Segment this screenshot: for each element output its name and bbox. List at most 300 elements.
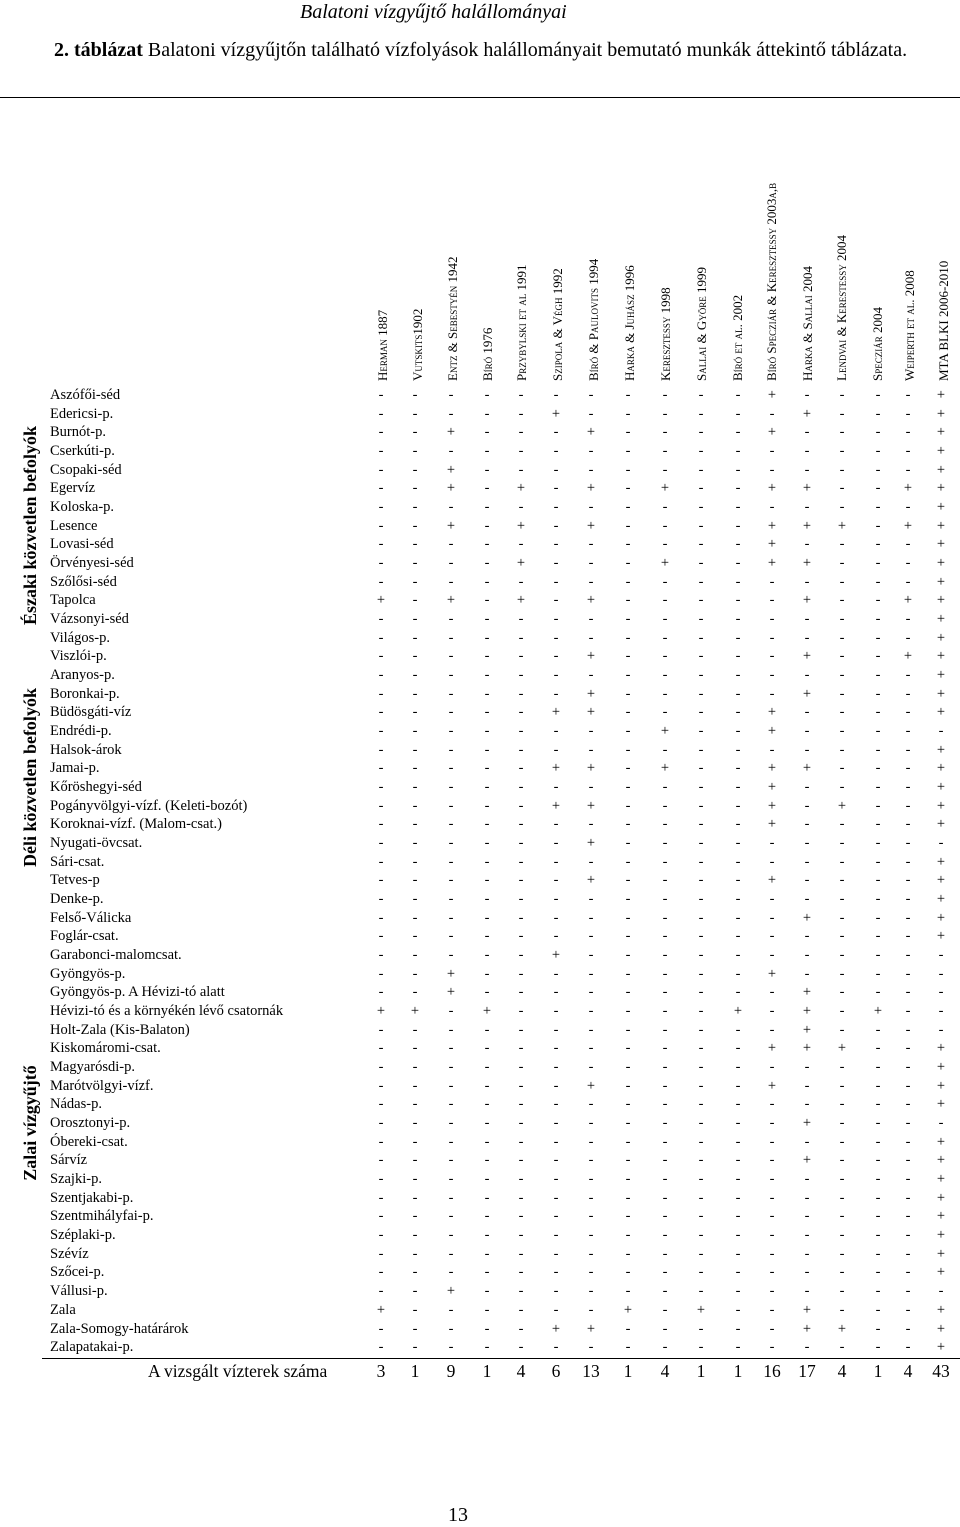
table-cell: - xyxy=(378,723,384,740)
table-cell: - xyxy=(553,387,559,403)
table-cell: + xyxy=(446,965,456,982)
table-cell: - xyxy=(588,667,594,684)
table-cell: - xyxy=(553,1059,559,1076)
table-cell: - xyxy=(412,1189,418,1206)
table-row xyxy=(0,685,960,704)
table-cell: - xyxy=(769,629,775,646)
table-cell: - xyxy=(735,573,741,590)
table-cell: - xyxy=(625,499,631,516)
table-cell: - xyxy=(553,461,559,478)
table-cell: - xyxy=(698,461,704,478)
table-cell: - xyxy=(484,1189,490,1206)
row-label: Magyarósdi-p. xyxy=(50,1059,135,1076)
table-cell: - xyxy=(875,723,881,740)
table-cell: - xyxy=(839,1133,845,1150)
total-cell: 17 xyxy=(798,1361,816,1381)
row-label: Csopaki-séd xyxy=(50,461,122,478)
table-cell: - xyxy=(553,1096,559,1113)
table-cell: - xyxy=(625,1189,631,1206)
table-cell: - xyxy=(839,984,845,1001)
table-cell: - xyxy=(412,1133,418,1150)
table-cell: - xyxy=(484,779,490,796)
table-cell: - xyxy=(588,741,594,758)
row-label: Szentjakabi-p. xyxy=(50,1189,134,1206)
table-cell: - xyxy=(769,1264,775,1281)
table-row xyxy=(0,610,960,629)
table-row xyxy=(0,853,960,872)
table-cell: - xyxy=(938,947,944,964)
table-cell: - xyxy=(625,648,631,665)
table-cell: - xyxy=(769,499,775,516)
table-cell: - xyxy=(378,405,384,422)
table-cell: - xyxy=(735,704,741,721)
table-cell: - xyxy=(518,405,524,422)
table-cell: - xyxy=(378,461,384,478)
table-cell: - xyxy=(484,667,490,684)
row-label: Kőröshegyi-séd xyxy=(50,779,142,796)
table-cell: - xyxy=(625,424,631,441)
table-cell: - xyxy=(839,1059,845,1076)
row-label: Cserkúti-p. xyxy=(50,443,115,459)
table-cell: - xyxy=(905,1077,911,1094)
table-cell: - xyxy=(875,835,881,852)
table-cell: - xyxy=(662,1227,668,1244)
table-cell: + xyxy=(936,592,946,609)
table-cell: - xyxy=(804,573,810,590)
table-cell: - xyxy=(804,891,810,908)
table-cell: - xyxy=(448,443,454,459)
table-cell: - xyxy=(588,405,594,422)
table-cell: - xyxy=(735,779,741,796)
table-cell: + xyxy=(802,1115,812,1132)
row-label: Burnót-p. xyxy=(50,424,106,441)
table-cell: - xyxy=(625,947,631,964)
table-cell: + xyxy=(660,760,670,777)
column-header: Sallai & Györe 1999 xyxy=(694,267,709,381)
table-cell: - xyxy=(518,779,524,796)
table-cell: - xyxy=(448,872,454,889)
row-label: Holt-Zala (Kis-Balaton) xyxy=(50,1021,190,1038)
table-cell: + xyxy=(586,592,596,609)
table-row xyxy=(0,1039,960,1058)
caption-text: Balatoni vízgyűjtőn található vízfolyások halállományait bemutató munkák áttekintő táblázata. xyxy=(142,39,908,61)
table-cell: - xyxy=(484,872,490,889)
table-cell: - xyxy=(553,648,559,665)
table-cell: - xyxy=(769,685,775,702)
table-cell: - xyxy=(662,1021,668,1038)
table-row xyxy=(0,722,960,741)
table-cell: - xyxy=(484,984,490,1001)
table-cell: - xyxy=(553,1301,559,1318)
table-cell: - xyxy=(875,667,881,684)
table-cell: - xyxy=(662,1059,668,1076)
table-cell: + xyxy=(936,1171,946,1188)
table-cell: - xyxy=(588,723,594,740)
table-cell: - xyxy=(588,984,594,1001)
table-cell: - xyxy=(735,1171,741,1188)
total-cell: 1 xyxy=(696,1361,706,1381)
table-cell: - xyxy=(625,1133,631,1150)
table-row xyxy=(0,965,960,984)
total-cell: 4 xyxy=(903,1361,913,1381)
table-cell: - xyxy=(518,1021,524,1038)
table-cell: - xyxy=(412,797,418,814)
table-cell: - xyxy=(448,797,454,814)
table-cell: - xyxy=(938,835,944,852)
table-cell: - xyxy=(448,1152,454,1169)
table-cell: - xyxy=(378,1115,384,1132)
table-cell: - xyxy=(378,741,384,758)
table-cell: - xyxy=(588,965,594,982)
column-header: Harka & Juhász 1996 xyxy=(622,265,637,381)
table-cell: - xyxy=(412,480,418,497)
table-cell: - xyxy=(735,499,741,516)
table-cell: - xyxy=(448,835,454,852)
table-cell: - xyxy=(905,611,911,628)
table-cell: - xyxy=(905,1003,911,1020)
table-cell: + xyxy=(802,1040,812,1057)
table-cell: - xyxy=(378,1189,384,1206)
row-label: Koloska-p. xyxy=(50,499,115,516)
table-cell: - xyxy=(905,928,911,945)
table-cell: + xyxy=(586,835,596,852)
table-cell: - xyxy=(769,1339,775,1356)
table-cell: - xyxy=(905,1301,911,1318)
total-cell: 1 xyxy=(873,1361,883,1381)
table-cell: - xyxy=(518,1227,524,1244)
table-cell: - xyxy=(698,891,704,908)
table-cell: - xyxy=(484,1133,490,1150)
table-cell: - xyxy=(905,1115,911,1132)
table-cell: - xyxy=(412,704,418,721)
table-cell: - xyxy=(518,443,524,459)
table-cell: - xyxy=(662,1189,668,1206)
table-cell: - xyxy=(553,480,559,497)
total-cell: 3 xyxy=(376,1361,386,1381)
table-row xyxy=(0,834,960,853)
table-cell: - xyxy=(553,909,559,926)
table-cell: + xyxy=(516,555,526,572)
table-cell: - xyxy=(735,909,741,926)
table-cell: - xyxy=(378,1040,384,1057)
table-cell: - xyxy=(839,629,845,646)
table-cell: - xyxy=(839,536,845,553)
row-label: Gyöngyös-p. A Hévizi-tó alatt xyxy=(50,984,225,1001)
table-cell: - xyxy=(588,1003,594,1020)
table-cell: - xyxy=(518,1133,524,1150)
table-cell: - xyxy=(412,1021,418,1038)
table-cell: - xyxy=(484,1021,490,1038)
table-cell: - xyxy=(553,499,559,516)
table-cell: - xyxy=(484,1339,490,1356)
table-cell: - xyxy=(553,555,559,572)
table-cell: - xyxy=(625,1096,631,1113)
table-cell: - xyxy=(905,424,911,441)
row-label: Nádas-p. xyxy=(50,1096,102,1113)
table-cell: - xyxy=(588,928,594,945)
table-cell: - xyxy=(662,984,668,1001)
table-cell: - xyxy=(553,723,559,740)
table-cell: - xyxy=(625,685,631,702)
table-cell: - xyxy=(662,517,668,534)
table-cell: - xyxy=(698,387,704,403)
table-row xyxy=(0,983,960,1002)
table-cell: - xyxy=(905,1059,911,1076)
table-cell: - xyxy=(905,1339,911,1356)
row-label: Orosztonyi-p. xyxy=(50,1115,131,1132)
table-cell: + xyxy=(551,1320,561,1337)
table-cell: - xyxy=(625,1320,631,1337)
table-cell: - xyxy=(875,424,881,441)
table-cell: - xyxy=(518,1171,524,1188)
table-cell: - xyxy=(769,928,775,945)
table-cell: - xyxy=(735,1339,741,1356)
row-label: Endrédi-p. xyxy=(50,723,112,740)
table-cell: - xyxy=(553,592,559,609)
table-cell: - xyxy=(378,853,384,870)
table-cell: + xyxy=(936,480,946,497)
table-cell: - xyxy=(804,947,810,964)
table-cell: + xyxy=(936,1264,946,1281)
table-cell: - xyxy=(875,872,881,889)
table-cell: - xyxy=(735,1096,741,1113)
table-cell: + xyxy=(623,1301,633,1318)
table-cell: - xyxy=(553,1171,559,1188)
table-cell: - xyxy=(662,387,668,403)
table-cell: - xyxy=(518,1077,524,1094)
table-cell: - xyxy=(553,779,559,796)
table-cell: - xyxy=(875,629,881,646)
table-row xyxy=(0,703,960,722)
table-row xyxy=(0,1151,960,1170)
table-cell: - xyxy=(839,685,845,702)
table-cell: - xyxy=(484,1245,490,1262)
table-cell: - xyxy=(839,947,845,964)
table-cell: - xyxy=(378,648,384,665)
table-cell: - xyxy=(378,760,384,777)
table-cell: - xyxy=(588,387,594,403)
table-cell: - xyxy=(412,872,418,889)
table-cell: - xyxy=(698,984,704,1001)
table-cell: - xyxy=(378,517,384,534)
table-cell: - xyxy=(905,685,911,702)
row-label: Büdösgáti-víz xyxy=(50,704,132,721)
table-cell: - xyxy=(875,1227,881,1244)
table-cell: - xyxy=(378,835,384,852)
table-cell: - xyxy=(448,816,454,833)
table-caption xyxy=(54,34,924,66)
table-cell: + xyxy=(936,1059,946,1076)
table-cell: - xyxy=(769,573,775,590)
table-cell: - xyxy=(588,499,594,516)
table-cell: - xyxy=(412,723,418,740)
row-label: Kiskomáromi-csat. xyxy=(50,1040,161,1057)
table-cell: + xyxy=(767,797,777,814)
table-cell: - xyxy=(875,947,881,964)
table-cell: - xyxy=(412,461,418,478)
row-label: Tetves-p xyxy=(50,872,100,889)
table-cell: - xyxy=(448,741,454,758)
table-cell: - xyxy=(769,1021,775,1038)
table-row xyxy=(0,1282,960,1301)
table-cell: - xyxy=(698,1059,704,1076)
table-cell: - xyxy=(448,704,454,721)
table-cell: - xyxy=(553,1115,559,1132)
group-label: Déli közvetlen befolyók xyxy=(20,688,40,868)
table-cell: - xyxy=(378,1096,384,1113)
table-cell: - xyxy=(484,611,490,628)
row-label: Koroknai-vízf. (Malom-csat.) xyxy=(50,816,222,833)
table-cell: + xyxy=(767,387,777,403)
table-cell: - xyxy=(553,835,559,852)
table-cell: + xyxy=(936,1301,946,1318)
table-cell: + xyxy=(837,1040,847,1057)
column-header: Szipola & Végh 1992 xyxy=(550,268,565,381)
table-cell: - xyxy=(662,536,668,553)
table-cell: - xyxy=(378,965,384,982)
table-cell: - xyxy=(905,891,911,908)
table-cell: - xyxy=(735,1133,741,1150)
table-cell: + xyxy=(936,667,946,684)
table-cell: - xyxy=(662,1040,668,1057)
table-cell: + xyxy=(936,872,946,889)
table-cell: - xyxy=(875,592,881,609)
table-cell: - xyxy=(448,1171,454,1188)
table-cell: + xyxy=(660,555,670,572)
table-cell: - xyxy=(625,1227,631,1244)
total-cell: 1 xyxy=(410,1361,420,1381)
table-cell: + xyxy=(936,779,946,796)
table-cell: - xyxy=(875,517,881,534)
table-row xyxy=(0,1207,960,1226)
table-row xyxy=(0,554,960,573)
table-cell: - xyxy=(378,816,384,833)
table-cell: - xyxy=(698,928,704,945)
table-cell: - xyxy=(518,461,524,478)
table-cell: - xyxy=(378,611,384,628)
table-cell: - xyxy=(448,947,454,964)
table-cell: - xyxy=(518,573,524,590)
table-cell: - xyxy=(875,405,881,422)
table-cell: - xyxy=(412,1320,418,1337)
table-cell: - xyxy=(662,704,668,721)
table-cell: - xyxy=(378,1227,384,1244)
total-cell: 4 xyxy=(660,1361,670,1381)
table-cell: - xyxy=(412,405,418,422)
table-row xyxy=(0,517,960,536)
table-cell: + xyxy=(936,611,946,628)
table-cell: - xyxy=(735,461,741,478)
table-cell: - xyxy=(412,517,418,534)
table-cell: - xyxy=(553,443,559,459)
table-cell: - xyxy=(448,629,454,646)
table-cell: - xyxy=(839,1208,845,1225)
table-cell: + xyxy=(586,648,596,665)
table-cell: - xyxy=(698,872,704,889)
table-cell: - xyxy=(938,1115,944,1132)
table-cell: - xyxy=(735,1227,741,1244)
table-cell: - xyxy=(662,1171,668,1188)
table-cell: - xyxy=(662,592,668,609)
total-cell: 6 xyxy=(551,1361,561,1381)
table-row xyxy=(0,629,960,648)
row-label: Szévíz xyxy=(50,1245,89,1262)
table-cell: - xyxy=(625,1264,631,1281)
column-header: Bíró Specziár & Keresztessy 2003a,b xyxy=(764,182,779,381)
table-cell: - xyxy=(484,1040,490,1057)
table-cell: - xyxy=(662,611,668,628)
table-cell: - xyxy=(518,835,524,852)
table-cell: - xyxy=(839,1171,845,1188)
table-cell: - xyxy=(698,1189,704,1206)
table-cell: - xyxy=(378,573,384,590)
table-cell: - xyxy=(553,629,559,646)
table-cell: - xyxy=(698,1227,704,1244)
column-header: Specziár 2004 xyxy=(870,307,885,381)
table-row xyxy=(0,442,960,461)
table-row xyxy=(0,1320,960,1339)
table-cell: - xyxy=(698,1320,704,1337)
table-cell: - xyxy=(735,853,741,870)
table-cell: - xyxy=(905,816,911,833)
table-cell: + xyxy=(802,1021,812,1038)
table-cell: + xyxy=(446,984,456,1001)
row-label: Vázsonyi-séd xyxy=(50,611,129,628)
table-cell: - xyxy=(625,965,631,982)
table-cell: - xyxy=(698,797,704,814)
table-cell: - xyxy=(769,984,775,1001)
table-cell: - xyxy=(662,891,668,908)
table-cell: - xyxy=(448,760,454,777)
table-cell: + xyxy=(586,480,596,497)
table-cell: - xyxy=(484,1283,490,1300)
table-cell: - xyxy=(769,1283,775,1300)
table-cell: + xyxy=(936,685,946,702)
table-cell: - xyxy=(839,1339,845,1356)
table-cell: - xyxy=(378,387,384,403)
table-cell: - xyxy=(625,1059,631,1076)
table-cell: - xyxy=(905,555,911,572)
table-cell: - xyxy=(839,592,845,609)
table-cell: - xyxy=(875,443,881,459)
table-row xyxy=(0,1077,960,1096)
row-label: Zala-Somogy-határárok xyxy=(50,1320,189,1337)
row-label: Szentmihályfai-p. xyxy=(50,1208,154,1225)
table-cell: - xyxy=(412,1040,418,1057)
table-cell: - xyxy=(378,536,384,553)
table-cell: - xyxy=(412,536,418,553)
table-cell: - xyxy=(625,480,631,497)
table-cell: - xyxy=(448,1227,454,1244)
table-cell: - xyxy=(518,1320,524,1337)
table-cell: - xyxy=(662,629,668,646)
table-cell: - xyxy=(518,909,524,926)
table-cell: - xyxy=(625,1003,631,1020)
table-cell: - xyxy=(448,1115,454,1132)
table-cell: - xyxy=(518,629,524,646)
table-cell: - xyxy=(875,1320,881,1337)
row-label: Sári-csat. xyxy=(50,853,105,870)
table-cell: + xyxy=(936,1245,946,1262)
table-cell: - xyxy=(448,1264,454,1281)
table-cell: - xyxy=(905,853,911,870)
table-cell: - xyxy=(484,517,490,534)
row-label: Boronkai-p. xyxy=(50,685,120,702)
table-cell: - xyxy=(484,853,490,870)
table-cell: - xyxy=(839,965,845,982)
table-cell: + xyxy=(936,797,946,814)
table-cell: - xyxy=(484,1077,490,1094)
